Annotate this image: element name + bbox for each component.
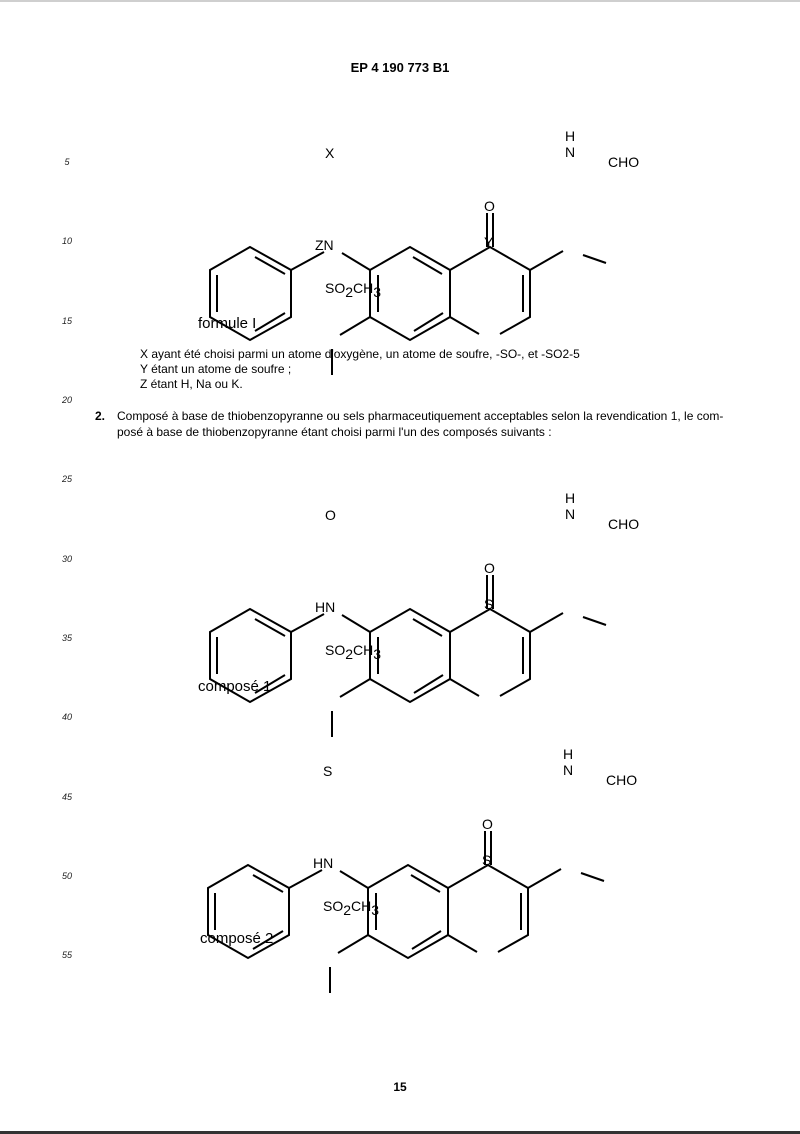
claim-text: Composé à base de thiobenzopyranne ou sels pharmaceutiquement acceptables selon la revendication 1, le com-posé à base de thiobenzopyranne étant choisi parmi l'un des composés suivants : [117, 409, 724, 439]
document-id: EP 4 190 773 B1 [350, 60, 450, 75]
line-number: 5 [64, 157, 70, 167]
amide-nitrogen: N [563, 762, 574, 778]
line-number: 10 [61, 236, 72, 246]
line-number: 20 [61, 395, 72, 405]
definition-x: X ayant été choisi parmi un atome d'oxygène, un atome de soufre, -SO-, et -SO2-5 [140, 347, 580, 361]
line-number: 55 [61, 950, 72, 960]
formula-i-structure [0, 95, 800, 305]
x-substituent: X [325, 145, 335, 161]
hn-group: HN [315, 599, 336, 615]
line-number: 30 [61, 554, 72, 564]
carbonyl-oxygen: O [484, 198, 495, 214]
compound-1-structure [0, 457, 800, 667]
thioether-sulfur: S [323, 763, 333, 779]
claim-number: 2. [95, 409, 106, 423]
benzene-ring [370, 609, 450, 702]
benzene-ring [370, 247, 450, 340]
compound-2-structure [0, 713, 800, 923]
zn-group: ZN [315, 237, 334, 253]
carbonyl-oxygen: O [482, 816, 493, 832]
hn-group: HN [313, 855, 334, 871]
line-number: 15 [61, 316, 72, 326]
amide-nitrogen: N [565, 506, 576, 522]
ring-sulfur: S [484, 596, 494, 612]
definition-z: Z étant H, Na ou K. [140, 377, 243, 391]
line-number: 25 [61, 474, 72, 484]
benzene-ring [368, 865, 448, 958]
formyl-group: CHO [608, 154, 640, 170]
y-heteroatom: Y [484, 234, 494, 250]
line-number: 50 [61, 871, 72, 881]
amide-nitrogen: N [565, 144, 576, 160]
definition-y: Y étant un atome de soufre ; [140, 362, 292, 376]
line-number: 35 [61, 633, 72, 643]
page-number: 15 [393, 1080, 407, 1094]
amide-hydrogen: H [565, 128, 576, 144]
definitions [140, 347, 740, 392]
amide-hydrogen: H [565, 490, 576, 506]
compound-1-caption: composé 1 [198, 678, 272, 695]
line-number: 45 [61, 792, 72, 802]
ether-oxygen: O [325, 507, 336, 523]
amide-hydrogen: H [563, 746, 574, 762]
sulfonyl-group: SO2CH3 [323, 898, 380, 918]
top-border [0, 0, 800, 2]
ring-sulfur: S [482, 852, 492, 868]
formyl-group: CHO [606, 772, 638, 788]
line-number: 40 [61, 712, 72, 722]
formyl-group: CHO [608, 516, 640, 532]
sulfonyl-group: SO2CH3 [325, 642, 382, 662]
formula-i-caption: formule I [198, 315, 257, 332]
compound-2-caption: composé 2 [200, 930, 274, 947]
sulfonyl-group: SO2CH3 [325, 280, 382, 300]
carbonyl-oxygen: O [484, 560, 495, 576]
